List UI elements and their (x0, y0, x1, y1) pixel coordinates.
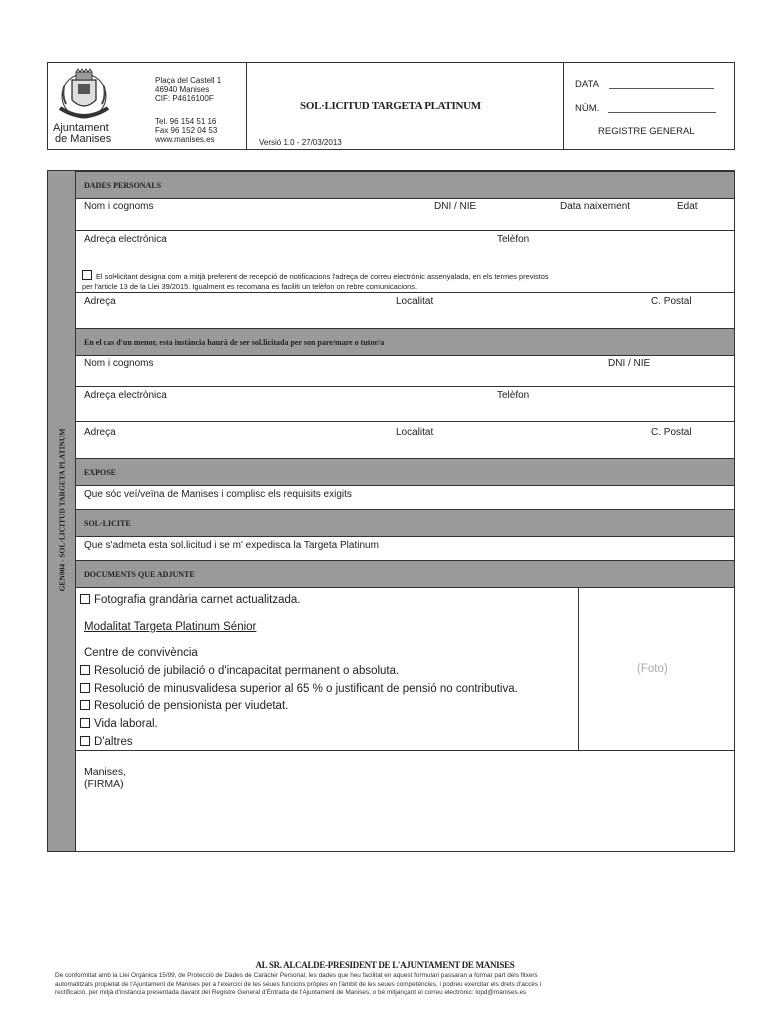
section-expose: EXPOSE (76, 458, 734, 486)
data-naixement-label: Data naixement (560, 201, 631, 212)
data-field[interactable] (609, 88, 714, 89)
legal-notice (55, 972, 735, 998)
email-label: Adreça electrònica (84, 234, 167, 245)
address-block (155, 76, 221, 103)
contact-phone: Tel. 96 154 51 16 (155, 117, 217, 126)
dni-label: DNI / NIE (434, 201, 477, 212)
doc-checkbox[interactable] (80, 665, 90, 675)
num-label: NÚM. (575, 103, 600, 114)
doc-item: Resolució de pensionista per viudetat. (80, 700, 288, 712)
doc-item: Resolució de minusvalidesa superior al 65 % o justificant de pensió no contributiva. (80, 683, 518, 695)
section-dades-personals: DADES PERSONALS (76, 171, 734, 199)
menor-email-label: Adreça electrònica (84, 390, 167, 401)
row-divider (76, 386, 734, 387)
doc-checkbox[interactable] (80, 683, 90, 693)
address-line: Plaça del Castell 1 (155, 76, 222, 85)
contact-fax: Fax 96 152 04 53 (155, 126, 218, 135)
menor-postal-label: C. Postal (651, 427, 692, 438)
foto-carnet-checkbox[interactable] (80, 594, 90, 604)
menor-localitat-label: Localitat (396, 427, 434, 438)
photo-divider (578, 588, 579, 751)
centre-label: Centre de convivència (84, 647, 198, 659)
header-divider-right (563, 62, 564, 150)
form-title: SOL·LICITUD TARGETA PLATINUM (300, 100, 481, 112)
side-label: GEN004 - SOL·LICITUD TARGETA PLATINUM (57, 428, 67, 592)
num-field[interactable] (608, 112, 716, 113)
consent-text: El sol•licitant designa com a mitjà preferent de recepció de notificacions l'adreça de correu electrònic assenyalada, en els termes previstos (96, 272, 549, 281)
firma-label: (FIRMA) (84, 778, 124, 790)
section-menor: En el cas d'un menor, esta instància haurà de ser sol.licitada per son pare/mare o tutor/a (76, 328, 734, 356)
legal-line: automatitzats propietat de l'Ajuntament de Manises per a l'exercici de les seues funcions pròpies en l'àmbit de les seues competències, i podreu exercitar els drets d'accés i (55, 980, 542, 988)
photo-placeholder: (Foto) (637, 663, 668, 675)
address-line: 46940 Manises (155, 85, 210, 94)
contact-web: www.manises.es (155, 135, 215, 144)
telefon-label: Telèfon (497, 234, 530, 245)
localitat-label: Localitat (396, 296, 434, 307)
consent-text-2: per l'article 13 de la Llei 39/2015. Igualment es recomana es faciliti un telèfon on rebre comunicacions. (82, 282, 418, 291)
consent-checkbox[interactable] (82, 270, 92, 280)
doc-checkbox[interactable] (80, 718, 90, 728)
coat-of-arms-icon (52, 66, 116, 122)
row-divider (76, 292, 734, 293)
municipality-name-1: Ajuntament (53, 122, 109, 134)
section-documents: DOCUMENTS QUE ADJUNTE (76, 560, 734, 588)
adreca-label: Adreça (84, 296, 116, 307)
menor-telefon-label: Telèfon (497, 390, 530, 401)
registre-general: REGISTRE GENERAL (598, 126, 695, 137)
section-sollicite: SOL·LICITE (76, 509, 734, 537)
legal-line: De conformitat amb la Llei Orgànica 15/99, de Protecció de Dades de Caràcter Personal, les dades que heu facilitat en aquest formulari passaran a formar part dels fitxers (55, 972, 538, 979)
consent-notice (82, 270, 549, 292)
doc-item: D'altres (80, 736, 133, 748)
sollicite-text: Que s'admeta esta sol.licitud i se m' expedisca la Targeta Platinum (84, 540, 379, 551)
nom-label: Nom i cognoms (84, 201, 154, 212)
doc-checkbox[interactable] (80, 700, 90, 710)
menor-adreca-label: Adreça (84, 427, 116, 438)
doc-item: Resolució de jubilació o d'incapacitat permanent o absoluta. (80, 665, 399, 677)
documents-bottom-divider (76, 750, 734, 751)
doc-foto-carnet: Fotografia grandària carnet actualitzada. (80, 594, 300, 606)
doc-item: Vida laboral. (80, 718, 158, 730)
legal-line: rectificació, per mitjà d'instància presentada davant del Registre General d'Entrada de l'Ajuntament de Manises, o bé mitjançant el correu electrònic: lopd@manises.es (55, 989, 527, 996)
firma-place: Manises, (84, 766, 127, 778)
menor-dni-label: DNI / NIE (608, 358, 651, 369)
contact-block (155, 117, 217, 144)
municipality-name-2: de Manises (55, 133, 112, 145)
data-label: DATA (575, 79, 599, 90)
address-line: CIF: P4616100F (155, 94, 214, 103)
header-divider-left (246, 62, 247, 150)
postal-label: C. Postal (651, 296, 692, 307)
expose-text: Que sóc veí/veïna de Manises i complisc els requisits exigits (84, 489, 352, 500)
edat-label: Edat (677, 201, 698, 212)
footer-addressee: AL SR. ALCALDE-PRESIDENT DE L'AJUNTAMENT DE MANISES (255, 960, 515, 970)
menor-nom-label: Nom i cognoms (84, 358, 154, 369)
form-version: Versió 1.0 - 27/03/2013 (259, 138, 342, 147)
doc-checkbox[interactable] (80, 736, 90, 746)
row-divider (76, 230, 734, 231)
modalitat-label: Modalitat Targeta Platinum Sénior (84, 621, 257, 633)
row-divider (76, 421, 734, 422)
